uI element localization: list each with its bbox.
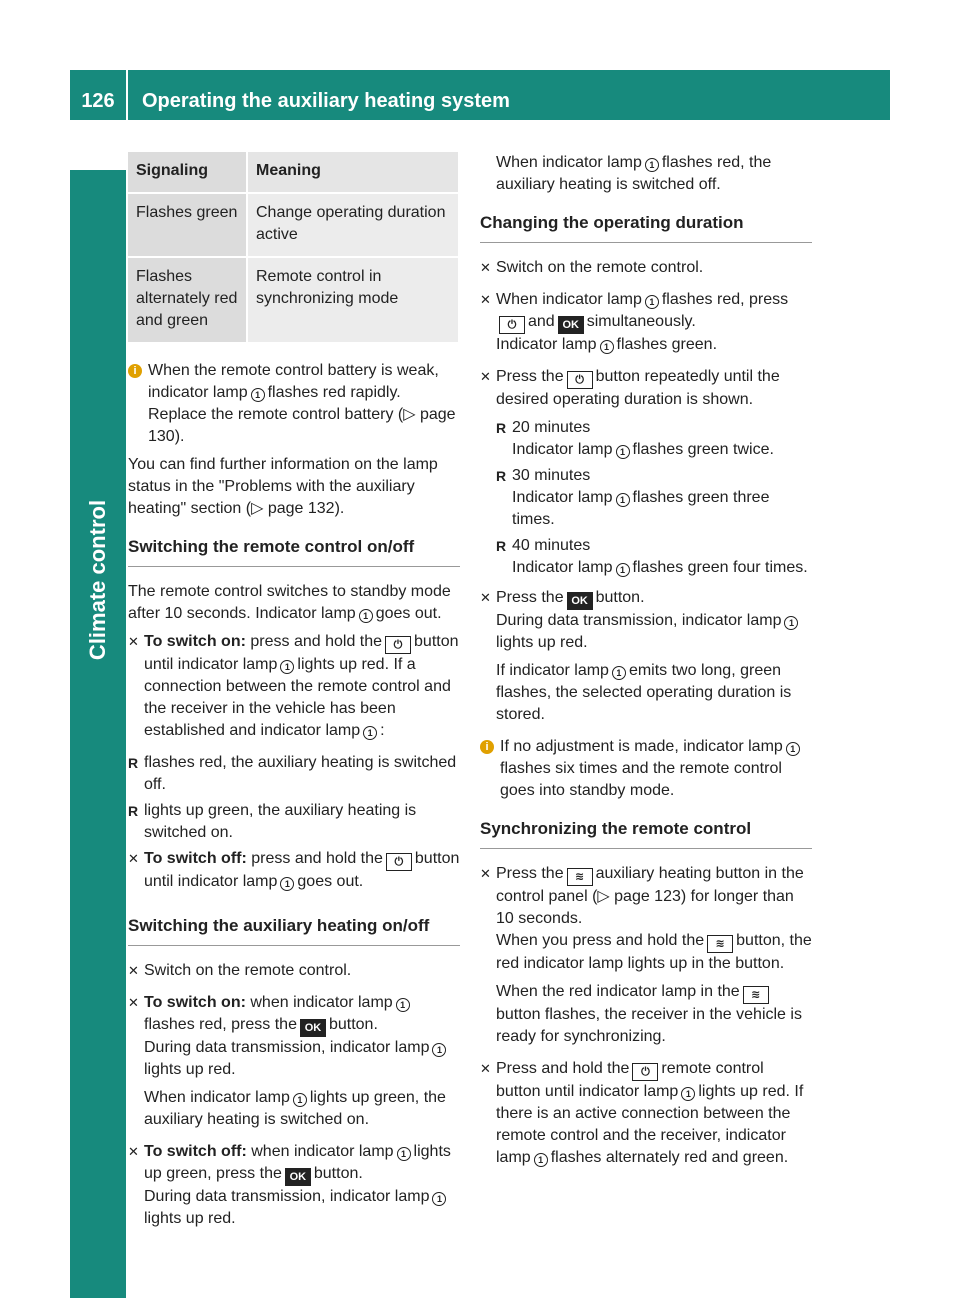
indicator-lamp-icon: 1 <box>645 158 659 172</box>
table-cell: Remote control in synchronizing mode <box>246 256 458 342</box>
info-icon: i <box>480 740 494 754</box>
table-row <box>128 192 458 256</box>
info-note: i If no adjustment is made, indicator lamp 1flashes six times and the remote control goes into standby mode. <box>480 736 812 802</box>
section-heading: Changing the operating duration <box>480 212 812 243</box>
indicator-lamp-icon: 1 <box>397 1147 411 1161</box>
indicator-lamp-icon: 1 <box>432 1192 446 1206</box>
bullet-icon: R <box>496 420 507 436</box>
step-arrow-icon: ✕ <box>480 590 491 605</box>
step-arrow-icon: ✕ <box>128 963 139 978</box>
indicator-lamp-icon: 1 <box>612 666 626 680</box>
side-tab-label: Climate control <box>85 499 110 661</box>
step-item: ✕ When indicator lamp 1 flashes red, press ⏻ and OK simultaneously. Indicator lamp 1 flashes green. <box>480 289 812 362</box>
step-arrow-icon: ✕ <box>480 1061 491 1076</box>
step-arrow-icon: ✕ <box>128 1144 139 1159</box>
step-item: ✕ Press and hold the ⏻ remote control button until indicator lamp 1 lights up red. If there is an active connection between the remote control and the receiver, indicator lamp 1 flashes alternately red and green. <box>480 1058 812 1175</box>
table-header: Meaning <box>246 152 458 192</box>
indicator-lamp-icon: 1 <box>681 1087 695 1101</box>
signaling-table <box>128 152 458 342</box>
table-cell: Change operating duration active <box>246 192 458 256</box>
indicator-lamp-icon: 1 <box>600 340 614 354</box>
step-item: ✕ Switch on the remote control. <box>128 960 460 988</box>
table-header: Signaling <box>128 152 246 192</box>
table-cell: Flashes green <box>128 192 246 256</box>
indicator-lamp-icon: 1 <box>280 660 294 674</box>
ok-key-icon: OK <box>285 1168 311 1186</box>
paragraph: You can find further information on the lamp status in the "Problems with the auxiliary heating" section (▷ page 132). <box>128 456 438 517</box>
step-item: ✕ Switch on the remote control. <box>480 257 812 285</box>
page-title: Operating the auxiliary heating system <box>142 90 510 112</box>
indicator-lamp-icon: 1 <box>534 1153 548 1167</box>
ok-key-icon: OK <box>558 316 584 334</box>
info-icon: i <box>128 364 142 378</box>
list-item: R 30 minutes Indicator lamp 1 flashes green three times. <box>496 465 812 531</box>
right-column <box>480 152 812 1179</box>
step-item: ✕ To switch on: press and hold the ⏻ button until indicator lamp 1 lights up red. If a connection between the remote control and the receiver in the vehicle has been established and indicator lamp 1 : <box>128 631 460 748</box>
step-item: ✕ Press the ⏻ button repeatedly until the desired operating duration is shown. R 20 minutes Indicator lamp 1 flashes green twice. R 30 minutes Indicator lamp 1 flashes green three times. R 40 minutes Indicator lamp 1 flashes green four times. <box>480 366 812 583</box>
step-arrow-icon: ✕ <box>480 866 491 881</box>
indicator-lamp-icon: 1 <box>616 563 630 577</box>
step-item: ✕ Press the OK button. During data transmission, indicator lamp 1lights up red. If indicator lamp 1 emits two long, green flashes, the selected operating duration is stored. <box>480 587 812 732</box>
ok-key-icon: OK <box>300 1019 326 1037</box>
bullet-icon: R <box>496 468 507 484</box>
info-note: i When the remote control battery is weak, indicator lamp 1 flashes red rapidly. Replace the remote control battery (▷ page 130). <box>128 360 460 448</box>
list-item: R 20 minutes Indicator lamp 1 flashes green twice. <box>496 417 812 461</box>
indicator-lamp-icon: 1 <box>432 1043 446 1057</box>
step-arrow-icon: ✕ <box>128 995 139 1010</box>
step-arrow-icon: ✕ <box>480 292 491 307</box>
paragraph: The remote control switches to standby mode after 10 seconds. Indicator lamp 1 goes out. <box>128 583 451 622</box>
indicator-lamp-icon: 1 <box>396 998 410 1012</box>
section-heading: Switching the auxiliary heating on/off <box>128 915 460 946</box>
heating-key-icon: ≋ <box>743 986 769 1004</box>
power-key-icon: ⏻ <box>385 636 411 654</box>
heating-key-icon: ≋ <box>567 868 593 886</box>
step-item: ✕ To switch off: when indicator lamp 1 lights up green, press the OK button. During data transmission, indicator lamp 1lights up red. <box>128 1141 460 1236</box>
section-heading: Switching the remote control on/off <box>128 536 460 567</box>
indicator-lamp-icon: 1 <box>293 1093 307 1107</box>
indicator-lamp-icon: 1 <box>359 609 373 623</box>
bullet-icon: R <box>128 803 139 819</box>
left-column <box>128 152 460 1240</box>
indicator-lamp-icon: 1 <box>363 726 377 740</box>
table-cell: Flashes alternately red and green <box>128 256 246 342</box>
indicator-lamp-icon: 1 <box>251 388 265 402</box>
table-row <box>128 256 458 342</box>
paragraph: When indicator lamp 1 flashes red, the auxiliary heating is switched off. <box>496 154 772 193</box>
power-key-icon: ⏻ <box>567 371 593 389</box>
bullet-icon: R <box>128 755 139 771</box>
list-item: R lights up green, the auxiliary heating is switched on. <box>128 800 460 844</box>
side-tab <box>70 170 126 1298</box>
step-item: ✕ Press the ≋ auxiliary heating button in the control panel (▷ page 123) for longer than 10 seconds. When you press and hold the ≋ button, the red indicator lamp lights up in the button. When the red indicator lamp in the ≋button flashes, the receiver in the vehicle is ready for synchronizing. <box>480 863 812 1054</box>
list-item: R flashes red, the auxiliary heating is switched off. <box>128 752 460 796</box>
list-item: R 40 minutes Indicator lamp 1 flashes green four times. <box>496 535 812 579</box>
header-divider <box>126 70 128 120</box>
section-heading: Synchronizing the remote control <box>480 818 812 849</box>
bullet-icon: R <box>496 538 507 554</box>
heating-key-icon: ≋ <box>707 935 733 953</box>
page-number: 126 <box>81 90 115 112</box>
step-arrow-icon: ✕ <box>480 369 491 384</box>
ok-key-icon: OK <box>567 592 593 610</box>
power-key-icon: ⏻ <box>386 853 412 871</box>
power-key-icon: ⏻ <box>499 316 525 334</box>
step-item: ✕ To switch on: when indicator lamp 1flashes red, press the OK button. During data transmission, indicator lamp 1lights up red. When indicator lamp 1 lights up green, the auxiliary heating is switched on. <box>128 992 460 1137</box>
indicator-lamp-icon: 1 <box>616 445 630 459</box>
indicator-lamp-icon: 1 <box>645 295 659 309</box>
power-key-icon: ⏻ <box>632 1063 658 1081</box>
step-arrow-icon: ✕ <box>128 634 139 649</box>
step-arrow-icon: ✕ <box>128 851 139 866</box>
indicator-lamp-icon: 1 <box>616 493 630 507</box>
step-item: ✕ To switch off: press and hold the ⏻ button until indicator lamp 1 goes out. <box>128 848 460 899</box>
step-arrow-icon: ✕ <box>480 260 491 275</box>
indicator-lamp-icon: 1 <box>784 616 798 630</box>
table-header-row <box>128 152 458 192</box>
indicator-lamp-icon: 1 <box>786 742 800 756</box>
indicator-lamp-icon: 1 <box>280 877 294 891</box>
